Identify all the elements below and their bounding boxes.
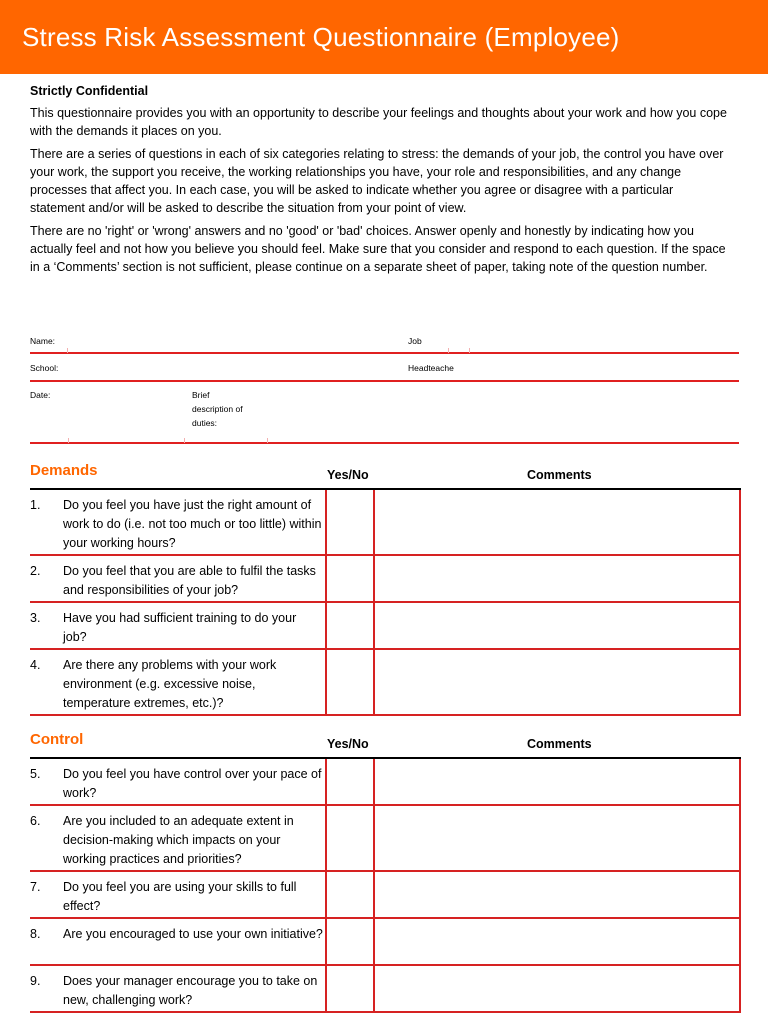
- question-row: [30, 759, 741, 806]
- school-label: School:: [30, 363, 59, 373]
- question-row: [30, 872, 741, 919]
- divider-tick: [267, 438, 268, 443]
- headteacher-label: Headteache: [408, 363, 454, 373]
- yes-no-cell[interactable]: [325, 650, 375, 714]
- yes-no-cell[interactable]: [325, 966, 375, 1011]
- comments-cell[interactable]: [373, 556, 741, 601]
- question-number: 4.: [30, 658, 41, 672]
- section-header: [30, 462, 741, 488]
- yes-no-cell[interactable]: [325, 872, 375, 917]
- date-field-line[interactable]: [30, 442, 739, 444]
- question-text: Are you included to an adequate extent in decision-making which impacts on your working practices and priorities?: [63, 814, 294, 866]
- divider-tick: [469, 348, 470, 353]
- intro-section: [30, 84, 730, 281]
- title-bar: [0, 0, 768, 74]
- section-title: Control: [30, 731, 84, 748]
- question-row: [30, 919, 741, 966]
- yes-no-cell[interactable]: [325, 759, 375, 804]
- comments-header: Comments: [527, 737, 592, 751]
- intro-paragraph-1: This questionnaire provides you with an opportunity to describe your feelings and thoughts about your work and how you cope with the demands it places on you.: [30, 106, 727, 139]
- section-title: Demands: [30, 462, 98, 479]
- intro-paragraph-3: There are no 'right' or 'wrong' answers and no 'good' or 'bad' choices. Answer openly and honestly by indicating how you actually feel and not how you believe you should feel. Make sure that you consider and respond to each question. If the space in a ‘Comments’ section is not sufficient, please continue on a separate sheet of paper, taking note of the question number.: [30, 223, 726, 275]
- question-table: [30, 757, 741, 1013]
- question-text: Are you encouraged to use your own initiative?: [63, 927, 323, 941]
- yes-no-cell[interactable]: [325, 603, 375, 648]
- comments-cell[interactable]: [373, 966, 741, 1011]
- question-row: [30, 650, 741, 716]
- question-table: [30, 488, 741, 716]
- divider-tick: [68, 438, 69, 443]
- yes-no-header: Yes/No: [327, 468, 369, 482]
- question-row: [30, 966, 741, 1013]
- yes-no-cell[interactable]: [325, 806, 375, 870]
- question-text: Are there any problems with your work environment (e.g. excessive noise, temperature extremes, etc.)?: [63, 658, 277, 710]
- question-number: 6.: [30, 814, 41, 828]
- question-row: [30, 806, 741, 872]
- divider-tick: [67, 348, 68, 353]
- comments-cell[interactable]: [373, 490, 741, 554]
- section-demands: [30, 462, 741, 716]
- page-title: Stress Risk Assessment Questionnaire (Employee): [22, 22, 620, 52]
- question-text: Have you had sufficient training to do your job?: [63, 611, 297, 644]
- duties-label-line-1: Brief: [192, 390, 210, 400]
- name-field-line[interactable]: [30, 352, 739, 354]
- school-field-line[interactable]: [30, 380, 739, 382]
- question-row: [30, 556, 741, 603]
- yes-no-cell[interactable]: [325, 490, 375, 554]
- duties-label-line-3: duties:: [192, 418, 218, 428]
- question-text: Do you feel you are using your skills to full effect?: [63, 880, 297, 913]
- question-number: 8.: [30, 927, 41, 941]
- job-label: Job: [408, 336, 422, 346]
- employee-details-form: [30, 330, 739, 446]
- comments-cell[interactable]: [373, 919, 741, 964]
- divider-tick: [184, 438, 185, 443]
- name-label: Name:: [30, 336, 56, 346]
- intro-paragraph-2: There are a series of questions in each of six categories relating to stress: the demands of your job, the control you have over your work, the support you receive, the working relationships you have, your role and responsibilities, and any change processes that affect you. In each case, you will be asked to indicate whether you agree or disagree with a particular statement and/or will be asked to describe the situation from your point of view.: [30, 146, 724, 216]
- comments-cell[interactable]: [373, 872, 741, 917]
- yes-no-header: Yes/No: [327, 737, 369, 751]
- question-number: 3.: [30, 611, 41, 625]
- comments-header: Comments: [527, 468, 592, 482]
- section-header: [30, 731, 741, 757]
- comments-cell[interactable]: [373, 759, 741, 804]
- question-number: 5.: [30, 767, 41, 781]
- comments-cell[interactable]: [373, 806, 741, 870]
- section-control: [30, 731, 741, 1013]
- date-label: Date:: [30, 390, 51, 400]
- question-text: Does your manager encourage you to take on new, challenging work?: [63, 974, 318, 1007]
- comments-cell[interactable]: [373, 603, 741, 648]
- question-text: Do you feel that you are able to fulfil the tasks and responsibilities of your job?: [63, 564, 316, 597]
- question-text: Do you feel you have control over your pace of work?: [63, 767, 322, 800]
- yes-no-cell[interactable]: [325, 919, 375, 964]
- question-row: [30, 603, 741, 650]
- question-number: 9.: [30, 974, 41, 988]
- duties-label-line-2: description of: [192, 404, 243, 414]
- question-row: [30, 490, 741, 556]
- confidential-label: Strictly Confidential: [30, 84, 149, 98]
- comments-cell[interactable]: [373, 650, 741, 714]
- question-number: 1.: [30, 498, 41, 512]
- question-number: 7.: [30, 880, 41, 894]
- divider-tick: [448, 348, 449, 353]
- yes-no-cell[interactable]: [325, 556, 375, 601]
- question-number: 2.: [30, 564, 41, 578]
- question-text: Do you feel you have just the right amount of work to do (i.e. not too much or too little) within your working hours?: [63, 498, 322, 550]
